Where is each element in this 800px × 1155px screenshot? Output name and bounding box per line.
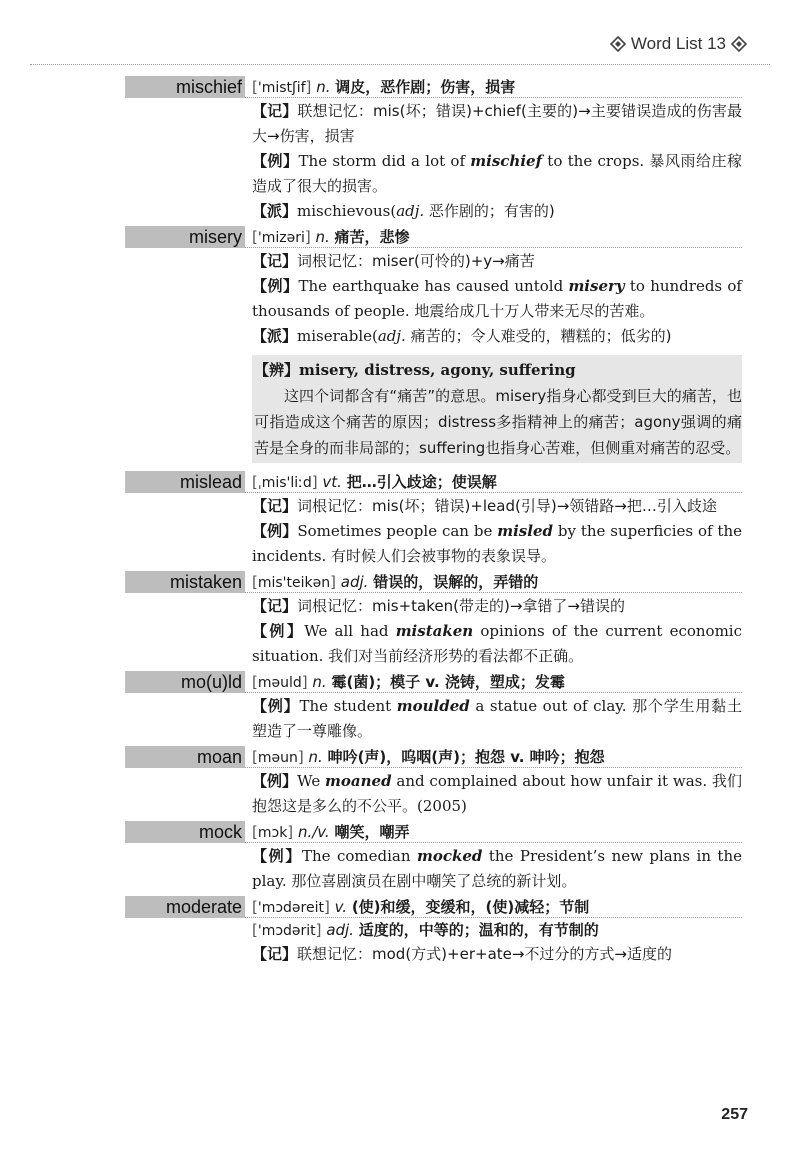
example-line: 【例】The comedian mocked the President’s new plans in the play. 那位喜剧演员在剧中嘲笑了总统的新计划。 <box>252 847 742 890</box>
part-of-speech: n. <box>315 228 330 246</box>
pronunciation: məun <box>257 750 298 766</box>
entry-mischief <box>0 76 800 224</box>
headword: mislead <box>179 472 242 492</box>
entry-moderate <box>0 896 800 967</box>
part-of-speech: n. <box>308 748 323 766</box>
example-line: 【例】The student moulded a statue out of clay. 那个学生用黏土塑造了一尊雕像。 <box>252 697 742 740</box>
entry-divider <box>245 492 742 493</box>
distinction-box <box>252 355 742 463</box>
distinction-title: 【辨】misery, distress, agony, suffering <box>254 361 576 379</box>
diamond-icon <box>731 36 747 52</box>
definition-line: [məun] n. 呻吟(声)，呜咽(声)；抱怨 v. 呻吟；抱怨 <box>252 748 605 766</box>
entry-list <box>0 76 800 969</box>
memory-line: 【记】词根记忆：mis(坏；错误)+lead(引导)→领错路→把…引入歧途 <box>252 497 717 515</box>
definition-line: [ˌmis'liːd] vt. 把…引入歧途；使误解 <box>252 473 497 491</box>
part-of-speech: vt. <box>322 473 342 491</box>
pronunciation: 'mistʃif <box>257 80 306 96</box>
example-line: 【例】We moaned and complained about how unfair it was. 我们抱怨这是多么的不公平。(2005) <box>252 772 742 815</box>
definition: 调皮，恶作剧；伤害，损害 <box>335 78 516 96</box>
headword: mo(u)ld <box>180 672 242 692</box>
part-of-speech: n./v. <box>297 823 330 841</box>
headword-bar <box>125 821 245 843</box>
entry-mock <box>0 821 800 894</box>
part-of-speech: adj. <box>340 573 369 591</box>
pronunciation: 'mɔdəreit <box>257 900 324 916</box>
pronunciation: 'mizəri <box>257 230 305 246</box>
memory-line: 【记】词根记忆：mis+taken(带走的)→拿错了→错误的 <box>252 597 625 615</box>
definition: 嘲笑，嘲弄 <box>334 823 410 841</box>
header-divider <box>30 64 770 65</box>
headword-bar <box>125 671 245 693</box>
example-keyword: mistaken <box>395 622 474 640</box>
part-of-speech: n. <box>316 78 331 96</box>
headword: mischief <box>175 77 242 97</box>
derived-line: 【派】miserable(adj. 痛苦的；令人难受的，糟糕的；低劣的) <box>252 327 672 345</box>
definition-line-2: ['mɔdərit] adj. 适度的，中等的；温和的，有节制的 <box>252 921 599 939</box>
pronunciation: ˌmis'liːd <box>257 475 312 491</box>
example-line: 【例】Sometimes people can be misled by the superficies of the incidents. 有时候人们会被事物的表象误导。 <box>252 522 742 565</box>
headword: mistaken <box>169 572 242 592</box>
memory-text: 词根记忆：mis+taken(带走的)→拿错了→错误的 <box>297 597 625 615</box>
headword: misery <box>189 227 242 247</box>
entry-mislead <box>0 471 800 569</box>
entry-mould <box>0 671 800 744</box>
headword-bar <box>125 571 245 593</box>
derived-line: 【派】mischievous(adj. 恶作剧的；有害的) <box>252 202 555 220</box>
example-keyword: moulded <box>396 697 470 715</box>
pronunciation: məuld <box>257 675 302 691</box>
entry-divider <box>245 917 742 918</box>
entry-divider <box>245 97 742 98</box>
definition: (使)和缓，变缓和，(使)减轻；节制 <box>351 898 590 916</box>
word-list-title: Word List 13 <box>630 34 726 53</box>
definition-line: ['mistʃif] n. 调皮，恶作剧；伤害，损害 <box>252 78 516 96</box>
example-keyword: misled <box>497 522 553 540</box>
part-of-speech-2: adj. <box>326 921 354 939</box>
example-line: 【例】The storm did a lot of mischief to the crops. 暴风雨给庄稼造成了很大的损害。 <box>252 152 742 195</box>
entry-misery <box>0 226 800 463</box>
example-line: 【例】The earthquake has caused untold misery to hundreds of thousands of people. 地震给成几十万人带来无尽的苦难。 <box>252 277 742 320</box>
diamond-icon <box>610 36 626 52</box>
entry-divider <box>245 247 742 248</box>
page-number: 257 <box>721 1106 748 1123</box>
definition-line: ['mɔdəreit] v. (使)和缓，变缓和，(使)减轻；节制 <box>252 898 590 916</box>
example-line: 【例】We all had mistaken opinions of the current economic situation. 我们对当前经济形势的看法都不正确。 <box>252 622 742 665</box>
headword-bar <box>125 226 245 248</box>
definition: 呻吟(声)，呜咽(声)；抱怨 v. 呻吟；抱怨 <box>327 748 605 766</box>
entry-divider <box>245 692 742 693</box>
memory-line: 【记】联想记忆：mod(方式)+er+ate→不过分的方式→适度的 <box>252 945 673 963</box>
entry-divider <box>245 767 742 768</box>
example-keyword: moaned <box>325 772 392 790</box>
example-keyword: misery <box>568 277 625 295</box>
definition-line: ['mizəri] n. 痛苦，悲惨 <box>252 228 410 246</box>
memory-text: 联想记忆：mis(坏；错误)+chief(主要的)→主要错误造成的伤害最大→伤害，损害 <box>252 102 742 145</box>
headword: moderate <box>165 897 242 917</box>
example-keyword: mischief <box>470 152 543 170</box>
memory-text: 联想记忆：mod(方式)+er+ate→不过分的方式→适度的 <box>297 945 673 963</box>
headword-bar <box>125 896 245 918</box>
headword: moan <box>196 747 242 767</box>
definition: 把…引入歧途；使误解 <box>346 473 497 491</box>
memory-text: 词根记忆：miser(可怜的)+y→痛苦 <box>297 252 535 270</box>
definition-line: [mɔk] n./v. 嘲笑，嘲弄 <box>252 823 410 841</box>
memory-line: 【记】联想记忆：mis(坏；错误)+chief(主要的)→主要错误造成的伤害最大→伤害，损害 <box>252 102 742 145</box>
memory-line: 【记】词根记忆：miser(可怜的)+y→痛苦 <box>252 252 535 270</box>
pronunciation-2: 'mɔdərit <box>257 923 316 939</box>
definition-2: 适度的，中等的；温和的，有节制的 <box>358 921 599 939</box>
entry-moan <box>0 746 800 819</box>
headword-bar <box>125 471 245 493</box>
part-of-speech: n. <box>312 673 327 691</box>
headword-bar <box>125 76 245 98</box>
entry-divider <box>245 592 742 593</box>
part-of-speech: v. <box>334 898 348 916</box>
example-keyword: mocked <box>416 847 483 865</box>
pronunciation: mɔk <box>257 825 288 841</box>
entry-mistaken <box>0 571 800 669</box>
page-header <box>605 34 752 54</box>
distinction-text: 这四个词都含有“痛苦”的意思。misery指身心都受到巨大的痛苦，也可指造成这个痛苦的原因；distress多指精神上的痛苦；agony强调的痛苦是全身的而非局部的；suffering也指身心苦难，但侧重对痛苦的忍受。 <box>254 387 742 457</box>
definition: 霉(菌)；模子 v. 浇铸，塑成；发霉 <box>331 673 565 691</box>
headword-bar <box>125 746 245 768</box>
memory-text: 词根记忆：mis(坏；错误)+lead(引导)→领错路→把…引入歧途 <box>297 497 717 515</box>
definition-line: [mis'teikən] adj. 错误的，误解的，弄错的 <box>252 573 539 591</box>
pronunciation: mis'teikən <box>257 575 331 591</box>
headword: mock <box>198 822 242 842</box>
definition-line: [məuld] n. 霉(菌)；模子 v. 浇铸，塑成；发霉 <box>252 673 565 691</box>
definition: 痛苦，悲惨 <box>334 228 410 246</box>
definition: 错误的，误解的，弄错的 <box>373 573 539 591</box>
entry-divider <box>245 842 742 843</box>
